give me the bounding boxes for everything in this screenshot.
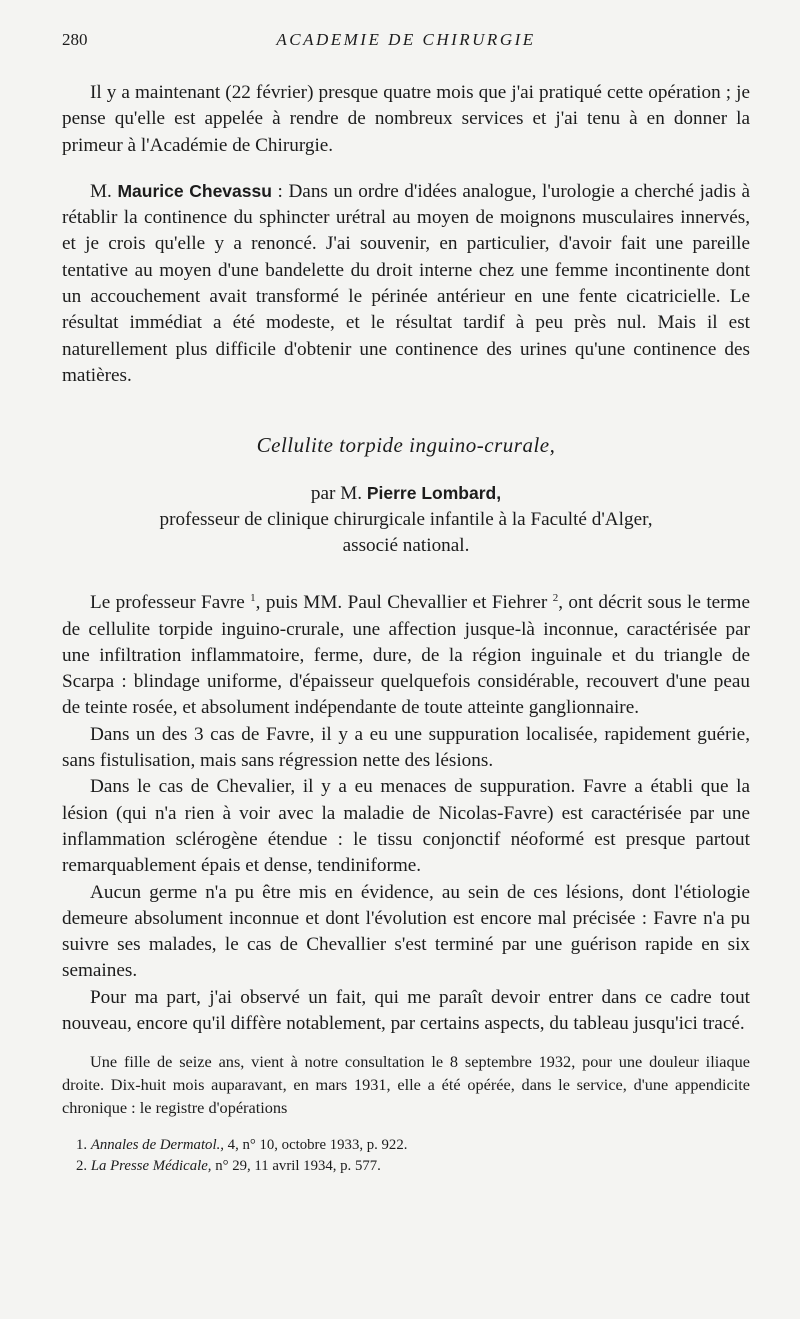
body-paragraph-2: Dans un des 3 cas de Favre, il y a eu une suppuration localisée, rapidement guérie, sans fistulisation, mais sans régression nette des lésions. xyxy=(62,723,750,772)
footnote-2 xyxy=(76,1156,750,1177)
footnote-1 xyxy=(76,1135,750,1156)
footnote-number: 1. xyxy=(76,1137,88,1154)
chevassu-paragraph xyxy=(62,178,750,389)
p1-text-a: Le professeur Favre xyxy=(90,592,245,614)
article-body xyxy=(62,585,750,1119)
p1-text-b: , puis MM. Paul Chevallier et Fiehrer xyxy=(255,592,548,614)
body-paragraph-1 xyxy=(62,585,750,721)
p1-text-c: , ont décrit sous le terme de cellulite torpide inguino-crurale, une affection jusque-là inconnue, caractérisée par une infiltration inflammatoire, ferme, dure, de la région inguinale et du triangle de Scarpa : blindage uniforme, d'épaisseur quelquefois considérable, recouvert d'une peau de teinte rosée, et absolument indépendante de toute atteinte ganglionnaire. xyxy=(62,592,750,719)
body-paragraph-5: Pour ma part, j'ai observé un fait, qui me paraît devoir entrer dans ce cadre tout nouveau, encore qu'il diffère notablement, par certains aspects, du tableau jusqu'ici tracé. xyxy=(62,986,750,1035)
footnote-source: La Presse Médicale, xyxy=(90,1158,212,1175)
footnote-details: 4, n° 10, octobre 1933, p. 922. xyxy=(223,1137,408,1154)
footnote-source: Annales de Dermatol., xyxy=(90,1137,224,1154)
case-report-paragraph: Une fille de seize ans, vient à notre consultation le 8 septembre 1932, pour une douleur iliaque droite. Dix-huit mois auparavant, en mars 1931, elle a été opérée, dans le service, d'une appendicite chronique : le registre d'opérations xyxy=(62,1052,750,1117)
footnote-number: 2. xyxy=(76,1158,88,1175)
document-page xyxy=(62,30,750,1177)
chevassu-text: : Dans un ordre d'idées analogue, l'urologie a cherché jadis à rétablir la continence du sphincter urétral au moyen de moignons musculaires innervés, et je crois qu'elle y a renoncé. J'ai souvenir, en particulier, d'avoir fait une pareille tentative au moyen d'une bandelette du droit interne chez une femme incontinente dont un accouchement avait transformé le périnée antérieur en une fente cicatricielle. Le résultat immédiat a été modeste, et le résultat tardif à peu près nul. Mais il est naturellement plus difficile d'obtenir une continence des urines qu'une continence des matières. xyxy=(62,180,751,386)
page-header xyxy=(62,30,750,56)
page-number: 280 xyxy=(62,30,88,49)
article-title: Cellulite torpide inguino-crurale, xyxy=(256,433,556,458)
footnote-ref-2[interactable]: 2 xyxy=(552,592,559,605)
footnote-ref-1[interactable]: 1 xyxy=(250,592,256,605)
affiliation-line-2: associé national. xyxy=(342,535,470,557)
author-name: Pierre Lombard, xyxy=(366,483,502,504)
body-paragraph-4: Aucun germe n'a pu être mis en évidence, au sein de ces lésions, dont l'étiologie demeure absolument inconnue et dont l'évolution est encore mal précisée : Favre n'a pu suivre ses malades, le cas de Chevallier s'est terminé par une guérison rapide en six semaines. xyxy=(62,881,750,982)
intro-paragraph: Il y a maintenant (22 février) presque quatre mois que j'ai pratiqué cette opération ; je pense qu'elle est appelée à rendre de nombreux services et j'ai tenu à en donner la primeur à l'Académie de Chirurgie. xyxy=(62,82,750,156)
affiliation-line-1: professeur de clinique chirurgicale infantile à la Faculté d'Alger, xyxy=(159,509,653,531)
speaker-prefix: M. xyxy=(90,180,112,202)
footnotes xyxy=(62,1135,750,1177)
body-paragraph-3: Dans le cas de Chevalier, il y a eu menaces de suppuration. Favre a établi que la lésion (qui n'a rien à voir avec la maladie de Nicolas-Favre) est caractérisée par une inflammation sclérogène étendue : le tissu conjonctif néoformé est presque partout remarquablement épais et dense, tendiniforme. xyxy=(62,776,750,877)
byline-prefix: par M. xyxy=(310,483,363,505)
byline xyxy=(62,480,750,559)
footnote-details: n° 29, 11 avril 1934, p. 577. xyxy=(211,1158,381,1175)
running-title: ACADEMIE DE CHIRURGIE xyxy=(276,30,536,49)
speaker-name: Maurice Chevassu xyxy=(117,180,272,201)
